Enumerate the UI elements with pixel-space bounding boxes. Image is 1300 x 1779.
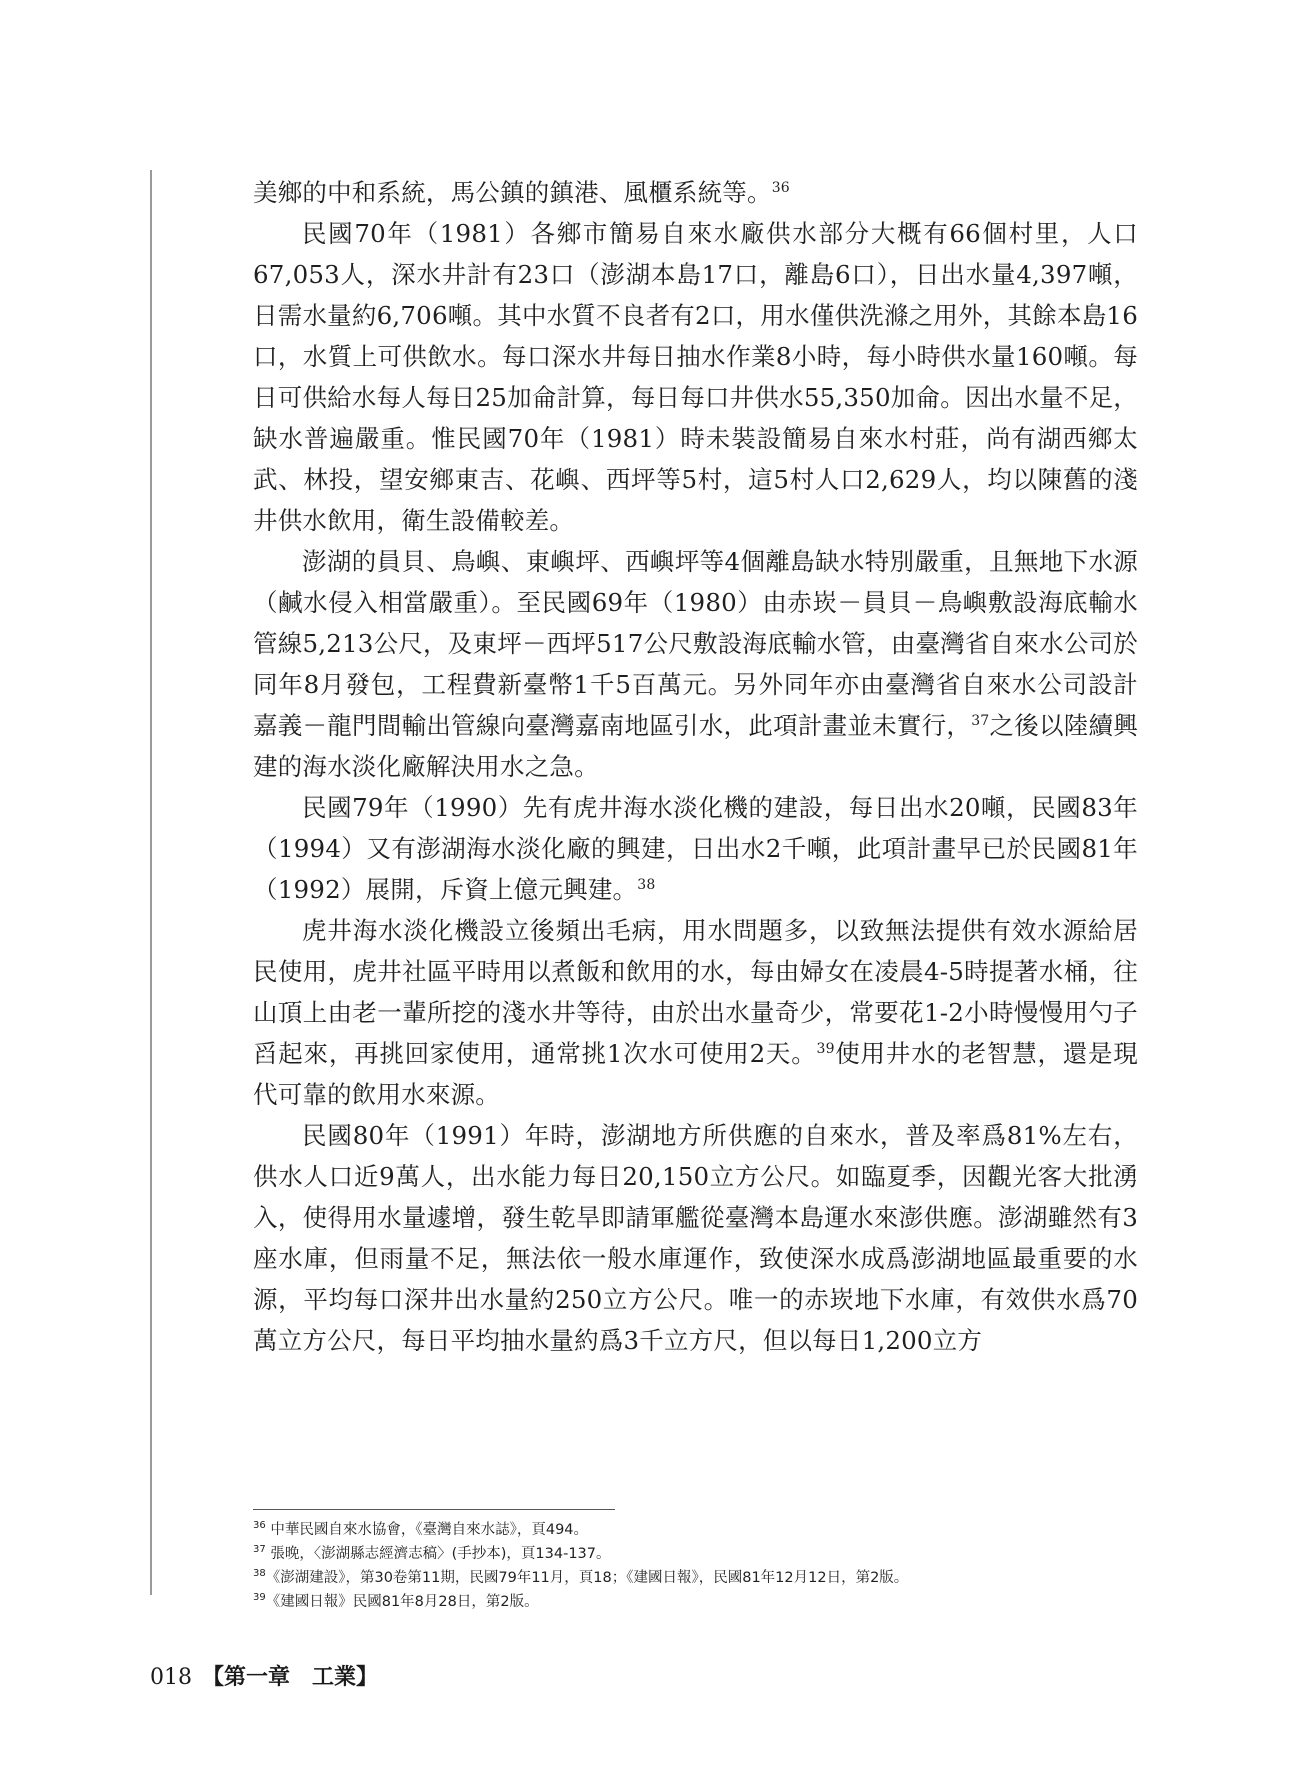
paragraph-2: 民國70年（1981）各鄉市簡易自來水廠供水部分大概有66個村里，人口67,053人，深水井計有23口（澎湖本島17口，離島6口），日出水量4,397噸，日需水量約6,706噸。其中水質不良者有2口，用水僅供洗滌之用外，其餘本島16口，水質上可供飲水。每口深水井每日抽水作業8小時，每小時供水量160噸。每日可供給水每人每日25加侖計算，每日每口井供水55,350加侖。因出水量不足，缺水普遍嚴重。惟民國70年（1981）時未裝設簡易自來水村莊，尚有湖西鄉太武、林投，望安鄉東吉、花嶼、西坪等5村，這5村人口2,629人，均以陳舊的淺井供水飲用，衛生設備較差。 (253, 219, 1138, 535)
footnote-39: $^{39}$《建國日報》民國81年8月28日，第2版。 (253, 1592, 539, 1610)
page-footer (150, 1660, 378, 1691)
page-number: 018 (150, 1665, 192, 1690)
chapter-title: 【第一章 工業】 (202, 1664, 379, 1690)
paragraph-1: 美鄉的中和系統，馬公鎮的鎮港、風櫃系統等。$^{36}$ (253, 178, 790, 207)
margin-rule (150, 170, 152, 1595)
footnote-divider (253, 1509, 615, 1510)
footnote-37: $^{37}$ 張晚，〈澎湖縣志經濟志稿〉(手抄本)，頁134-137。 (253, 1544, 611, 1562)
paragraph-5: 虎井海水淡化機設立後頻出毛病，用水問題多，以致無法提供有效水源給居民使用，虎井社區平時用以煮飯和飲用的水，每由婦女在凌晨4-5時提著水桶，往山頂上由老一輩所挖的淺水井等待，由於出水量奇少，常要花1-2小時慢慢用勺子舀起來，再挑回家使用，通常挑1次水可使用2天。$^{39}$使用井水的老智慧，還是現代可靠的飲用水來源。 (253, 916, 1138, 1109)
footnote-38: $^{38}$《澎湖建設》，第30卷第11期，民國79年11月，頁18；《建國日報》，民國81年12月12日，第2版。 (253, 1568, 909, 1586)
paragraph-4: 民國79年（1990）先有虎井海水淡化機的建設，每日出水20噸，民國83年（1994）又有澎湖海水淡化廠的興建，日出水2千噸，此項計畫早已於民國81年（1992）展開，斥資上億元興建。$^{38}$ (253, 793, 1138, 904)
footnote-ref-36: 36 (771, 179, 790, 196)
body-text (253, 172, 1138, 1361)
footnote-ref-37: 37 (971, 712, 990, 729)
footnote-ref-39: 39 (816, 1040, 835, 1057)
footnote-ref-38: 38 (637, 876, 656, 893)
paragraph-3: 澎湖的員貝、鳥嶼、東嶼坪、西嶼坪等4個離島缺水特別嚴重，且無地下水源（鹹水侵入相當嚴重）。至民國69年（1980）由赤崁－員貝－鳥嶼敷設海底輸水管線5,213公尺，及東坪－西坪517公尺敷設海底輸水管，由臺灣省自來水公司於同年8月發包，工程費新臺幣1千5百萬元。另外同年亦由臺灣省自來水公司設計嘉義－龍門間輸出管線向臺灣嘉南地區引水，此項計畫並未實行，$^{37}$之後以陸續興建的海水淡化廠解決用水之急。 (253, 547, 1138, 781)
footnotes (253, 1518, 1138, 1614)
footnote-36: $^{36}$ 中華民國自來水協會，《臺灣自來水誌》，頁494。 (253, 1520, 589, 1538)
paragraph-6: 民國80年（1991）年時，澎湖地方所供應的自來水，普及率爲81%左右，供水人口近9萬人，出水能力每日20,150立方公尺。如臨夏季，因觀光客大批湧入，使得用水量遽增，發生乾旱即請軍艦從臺灣本島運水來澎供應。澎湖雖然有3座水庫，但雨量不足，無法依一般水庫運作，致使深水成爲澎湖地區最重要的水源，平均每口深井出水量約250立方公尺。唯一的赤崁地下水庫，有效供水爲70萬立方公尺，每日平均抽水量約爲3千立方尺，但以每日1,200立方 (253, 1121, 1138, 1355)
